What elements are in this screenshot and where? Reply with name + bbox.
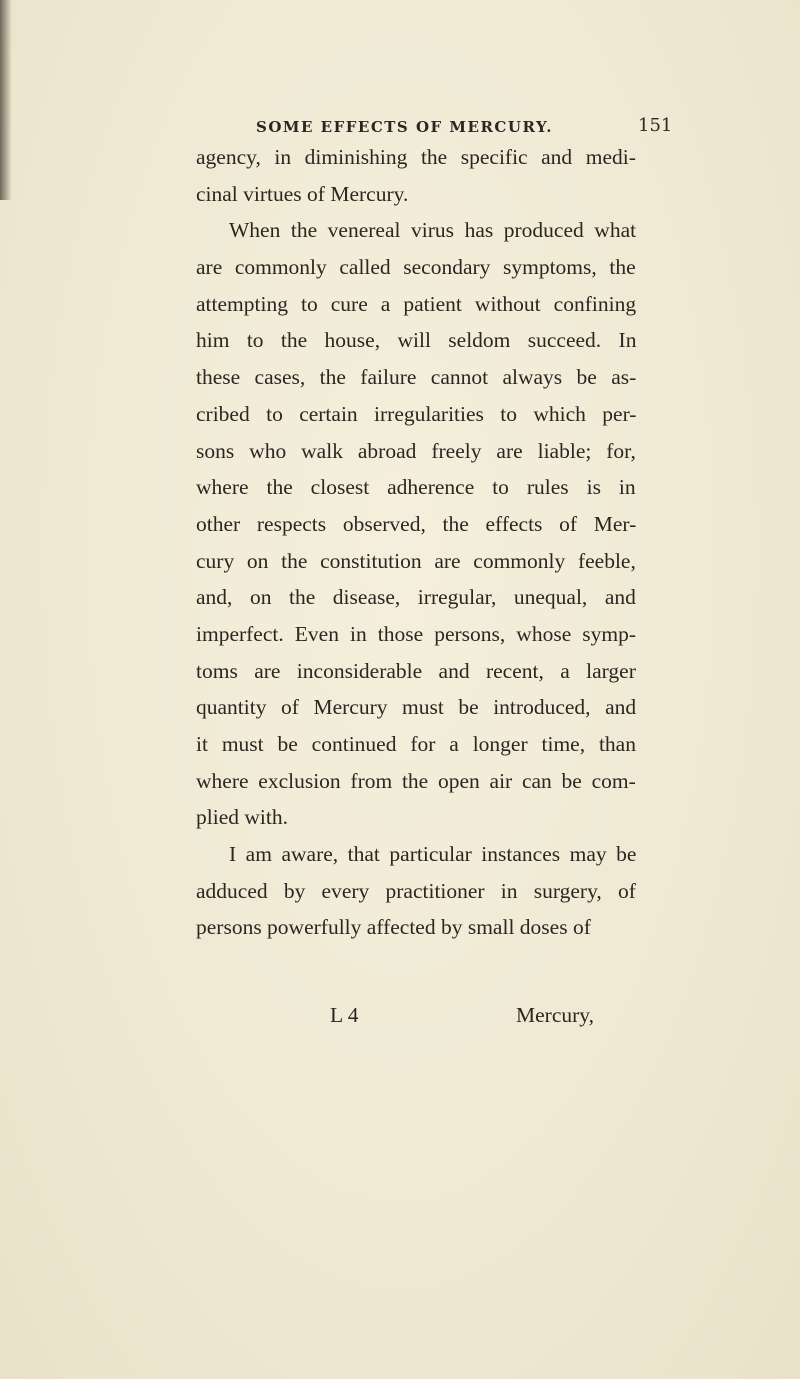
text-line: cinal virtues of Mercury. <box>196 181 409 206</box>
text-line: imperfect. Even in those persons, whose symp- <box>196 621 637 646</box>
text-line: plied with. <box>196 805 288 830</box>
text-line: agency, in diminishing the specific and medi- <box>196 145 636 169</box>
text-line: attempting to cure a patient without confining <box>196 291 637 316</box>
signature-mark: L 4 <box>330 1003 359 1027</box>
text-line: cury on the constitution are commonly feeble, <box>196 548 636 573</box>
text-line: sons who walk abroad freely are liable; for, <box>196 438 636 463</box>
page-edge-shadow <box>0 0 12 200</box>
text-line: When the venereal virus has produced what <box>229 218 637 243</box>
text-line: are commonly called secondary symptoms, the <box>196 255 636 280</box>
catchword: Mercury, <box>516 1003 595 1027</box>
text-line: quantity of Mercury must be introduced, and <box>196 695 637 720</box>
text-line: I am aware, that particular instances may be <box>229 842 637 867</box>
text-line: where the closest adherence to rules is in <box>196 475 636 500</box>
text-line: these cases, the failure cannot always be as- <box>196 365 637 390</box>
text-line: him to the house, will seldom succeed. In <box>196 328 637 353</box>
page-number: 151 <box>638 115 673 136</box>
text-line: adduced by every practitioner in surgery, of <box>196 878 636 903</box>
text-line: and, on the disease, irregular, unequal, and <box>196 585 636 610</box>
running-title: SOME EFFECTS OF MERCURY. <box>256 118 553 136</box>
text-line: where exclusion from the open air can be com- <box>196 768 636 793</box>
body-text <box>196 139 636 946</box>
text-line: toms are inconsiderable and recent, a larger <box>196 658 636 683</box>
text-line: other respects observed, the effects of Mer- <box>196 511 637 536</box>
text-line: persons powerfully affected by small doses of <box>196 915 591 940</box>
text-line: cribed to certain irregularities to which per- <box>196 401 637 426</box>
text-line: it must be continued for a longer time, than <box>196 732 636 756</box>
